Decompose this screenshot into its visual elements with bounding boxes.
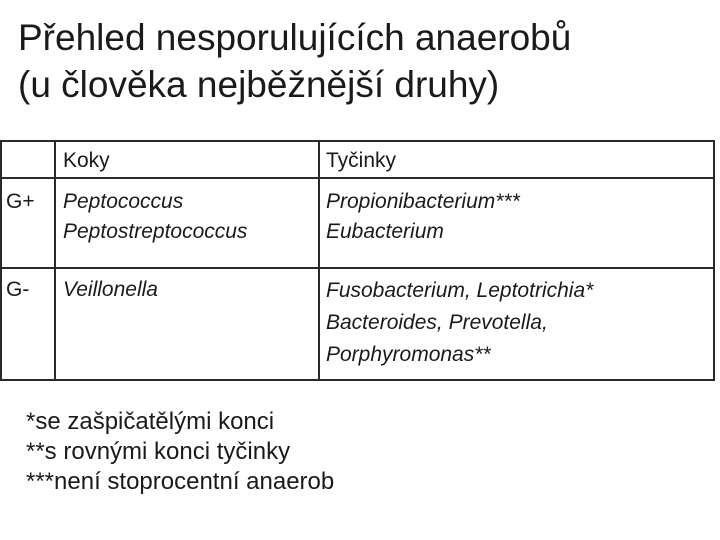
slide-title (18, 14, 708, 108)
genus-name: Eubacterium (326, 220, 444, 243)
row-label-gminus: G- (6, 278, 30, 301)
gminus-koky-cell (63, 275, 158, 305)
title-line-1: Přehled nesporulujících anaerobů (18, 17, 572, 58)
footnote-1: *se zašpičatělými konci (26, 408, 275, 435)
genus-name: Propionibacterium*** (326, 190, 520, 213)
genus-name: Fusobacterium, Leptotrichia* (326, 279, 594, 302)
gplus-koky-cell (63, 187, 247, 247)
genus-name: Porphyromonas** (326, 343, 491, 366)
footnotes (26, 407, 334, 497)
genus-name: Peptococcus (63, 190, 184, 213)
header-koky: Koky (63, 149, 110, 172)
header-tycinky: Tyčinky (326, 149, 397, 172)
genus-name: Veillonella (63, 278, 158, 301)
footnote-2: **s rovnými konci tyčinky (26, 438, 291, 465)
anaerobes-table (0, 140, 715, 381)
title-line-2: (u člověka nejběžnější druhy) (18, 64, 500, 105)
gplus-tycinky-cell (326, 187, 520, 247)
genus-name: Bacteroides, Prevotella, (326, 311, 548, 334)
row-label-gplus: G+ (6, 190, 35, 213)
header-divider (2, 177, 713, 179)
genus-name: Peptostreptococcus (63, 220, 248, 243)
gminus-tycinky-cell (326, 275, 593, 371)
row-divider (2, 267, 713, 269)
footnote-3: ***není stoprocentní anaerob (26, 468, 335, 495)
